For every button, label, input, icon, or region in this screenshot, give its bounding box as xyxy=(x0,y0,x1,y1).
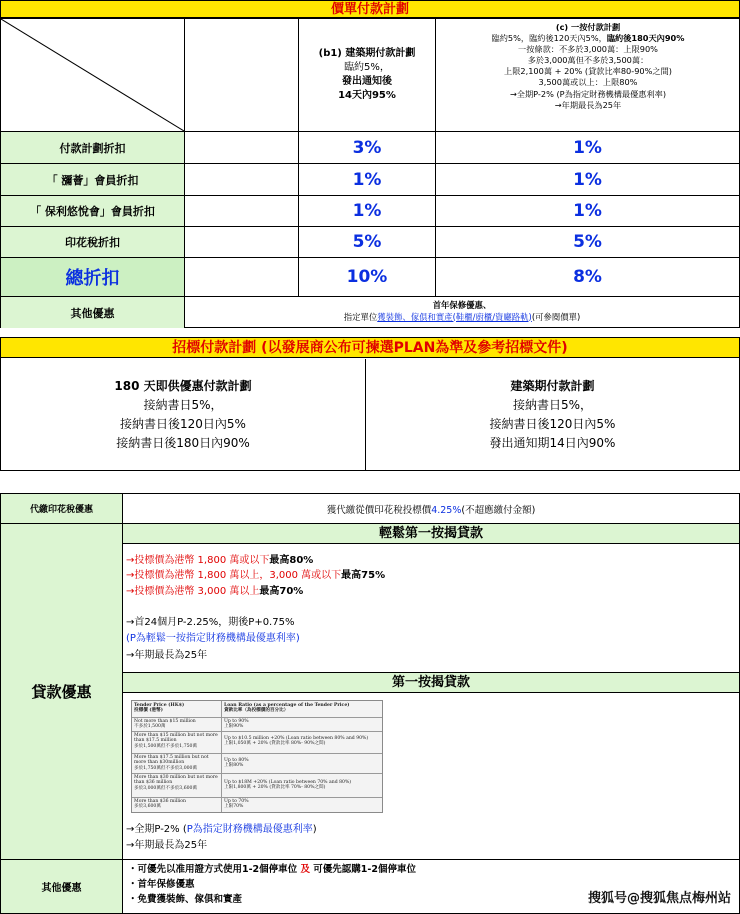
c-stamp-discount: 5% xyxy=(573,232,602,252)
row-label-member-discount-2: 「 保利悠悅會」會員折扣 xyxy=(1,196,184,226)
other-offers-list xyxy=(128,862,416,907)
c-total-discount: 8% xyxy=(573,267,602,287)
easy-mortgage-line: →投標價為港幣 3,000 萬以上最高70% xyxy=(126,586,304,597)
easy-mortgage-title: 輕鬆第一按揭貸款 xyxy=(123,524,739,543)
tender-plan-left-title: 180 天即供優惠付款計劃 xyxy=(114,379,252,393)
other-offer-item: ・首年保修優惠 xyxy=(128,879,195,890)
row-label-member-discount-1: 「 瀰薈」會員折扣 xyxy=(1,164,184,195)
other-offer-item: ・免費獲裝飾、傢俱和實產 xyxy=(128,894,243,905)
first-mortgage-title: 第一按揭貸款 xyxy=(123,673,739,692)
tender-plan-title: 招標付款計劃 (以發展商公布可揀選PLAN為準及參考招標文件) xyxy=(1,338,739,358)
stamp-duty-text: 獲代繳從價印花稅投標價4.25%(不超應繳付金額) xyxy=(326,504,536,516)
plan-c-line: →全期P-2% (P為指定財務機構最優惠利率) xyxy=(509,88,667,99)
row-label-stamp-discount: 印花稅折扣 xyxy=(1,227,184,257)
tender-plan-180-days: 180 天即供優惠付款計劃 接納書日5%， 接納書日後120日內5% 接納書日後180日內90% xyxy=(114,379,252,450)
loan-ratio-row: More than $15 million but not more than $17.5 million 多於1,500萬但不多於1,750萬 Up to $10.5 million +20% (Loan ratio between 80% and 90%) 上限1,050萬 + 20% (貸款比率 80%- 90%之間) xyxy=(132,731,382,753)
c-payment-discount: 1% xyxy=(573,137,602,158)
price-list-title: 價單付款計劃 xyxy=(1,1,739,18)
easy-mortgage-line: →投標價為港幣 1,800 萬以上，3,000 萬或以下最高75% xyxy=(126,570,386,581)
row-label-payment-discount: 付款計劃折扣 xyxy=(1,132,184,163)
loan-offer-label: 貸款優惠 xyxy=(1,524,122,859)
plan-c-line: 臨約5%，臨約後120天內5%，臨約後180天內90% xyxy=(491,33,685,44)
plan-c-header xyxy=(436,19,740,131)
other-offer-item: ・可優先以准用證方式使用1-2個停車位 及 可優先認購1-2個停車位 xyxy=(128,864,416,875)
easy-mortgage-rate: →首24個月P-2.25%，期後P+0.75% xyxy=(126,617,295,628)
plan-b1-line: 發出通知後 xyxy=(342,76,392,87)
loan-ratio-row: More than $30 million but not more than $36 million 多於3,000萬但不多於3,600萬 Up to $18M +20% (Loan ratio between 70% and 80%) 上限1,800萬 + 20% (貸款比率 70%- 80%之間) xyxy=(132,773,382,797)
plan-c-line: 多於3,000萬但不多於3,500萬： xyxy=(527,55,649,66)
loan-ratio-row: Not more than $15 million 不多於1,500萬 Up to 90% 上限90% xyxy=(132,717,382,731)
loan-ratio-row: More than $36 million 多於3,600萬 Up to 70% 上限70% xyxy=(132,797,382,812)
tender-plan-right-title: 建築期付款計劃 xyxy=(510,379,595,393)
plan-c-title: (c) 一按付款計劃 xyxy=(555,22,621,32)
tender-plan-construction: 建築期付款計劃 接納書日5%， 接納書日後120日內5% 發出通知期14日內90% xyxy=(489,379,616,450)
plan-b1-line: 臨約5%， xyxy=(344,62,390,73)
b1-member-discount-1: 1% xyxy=(352,169,382,190)
plan-c-line: 一按條款：不多於3,000萬：上限90% xyxy=(518,44,658,55)
c-member-discount-1: 1% xyxy=(573,169,602,190)
other-offers-label: 其他優惠 xyxy=(1,860,122,913)
row-label-total-discount: 總折扣 xyxy=(1,258,184,296)
b1-total-discount: 10% xyxy=(346,267,388,287)
furnishing-link: 獲裝飾、傢俱和實產(鞋櫃/廚櫃/資廳路軌) xyxy=(377,311,532,322)
plan-b1-line: 14天內95% xyxy=(338,90,396,101)
diagonal-header-cell xyxy=(1,19,184,131)
plan-c-line: 上限2,100萬 + 20% (貸款比率80-90%之間) xyxy=(504,66,672,77)
plan-c-line: 3,500萬或以上：上限80% xyxy=(538,77,638,88)
loan-ratio-row: More than $17.5 million but not more than $30million 多於1,750萬但不多於3,000萬 Up to 80% 上限80% xyxy=(132,753,382,773)
b1-payment-discount: 3% xyxy=(352,137,382,158)
watermark-text: 搜狐号@搜狐焦点梅州站 xyxy=(587,891,731,906)
offers-table xyxy=(0,493,740,914)
plan-b1-title: (b1) 建築期付款計劃 xyxy=(318,48,416,59)
c-member-discount-2: 1% xyxy=(573,201,602,221)
easy-mortgage-term: →年期最長為25年 xyxy=(126,650,208,661)
b1-stamp-discount: 5% xyxy=(352,232,382,252)
b1-member-discount-2: 1% xyxy=(352,201,382,221)
plan-c-line: →年期最長為25年 xyxy=(554,99,622,110)
first-mortgage-rate: →全期P-2% (P為指定財務機構最優惠利率) xyxy=(126,824,317,835)
easy-mortgage-rate-note: (P為輕鬆一按指定財務機構最優惠利率) xyxy=(126,633,300,644)
other-offers-text: 首年保修優惠、 指定單位獲裝飾、傢俱和實產(鞋櫃/廚櫃/資廳路軌)(可參閱價單) xyxy=(343,300,581,322)
loan-ratio-table: Tender Price (HK$) 投標價 (港幣) Loan Ratio (as a percentage of the Tender Price) 貸款比率（為投標價的百分比） Not more than $15 million 不多於1,500萬 Up to 90% 上限90% More than $15 million but not more than $17.5 million 多於1,500萬但不多於1,750萬 Up to $10.5 million +20% (Loan ratio between 80% and 90%) 上限1,050萬 + 20% (貸款比率 80%- 90%之間) More than $17.5 million but not more than $30million 多於1,750萬但不多於3,000萬 Up to 80% 上限80% More than $30 million but not more than $36 million 多於3,000萬但不多於3,600萬 Up to $18M +20% (Loan ratio between 70% and 80%) 上限1,800萬 + 20% (貸款比率 70%- 80%之間) More than $36 million 多於3,600萬 Up to 70% 上限70% xyxy=(131,700,383,813)
tender-payment-plan xyxy=(0,337,740,471)
easy-mortgage-line: →投標價為港幣 1,800 萬或以下最高80% xyxy=(126,555,314,566)
first-mortgage-term: →年期最長為25年 xyxy=(126,840,208,851)
plan-b1-header xyxy=(299,19,435,131)
row-label-other-offers: 其他優惠 xyxy=(1,297,184,328)
stamp-duty-label: 代繳印花稅優惠 xyxy=(1,494,122,523)
price-list-payment-table xyxy=(0,0,740,328)
